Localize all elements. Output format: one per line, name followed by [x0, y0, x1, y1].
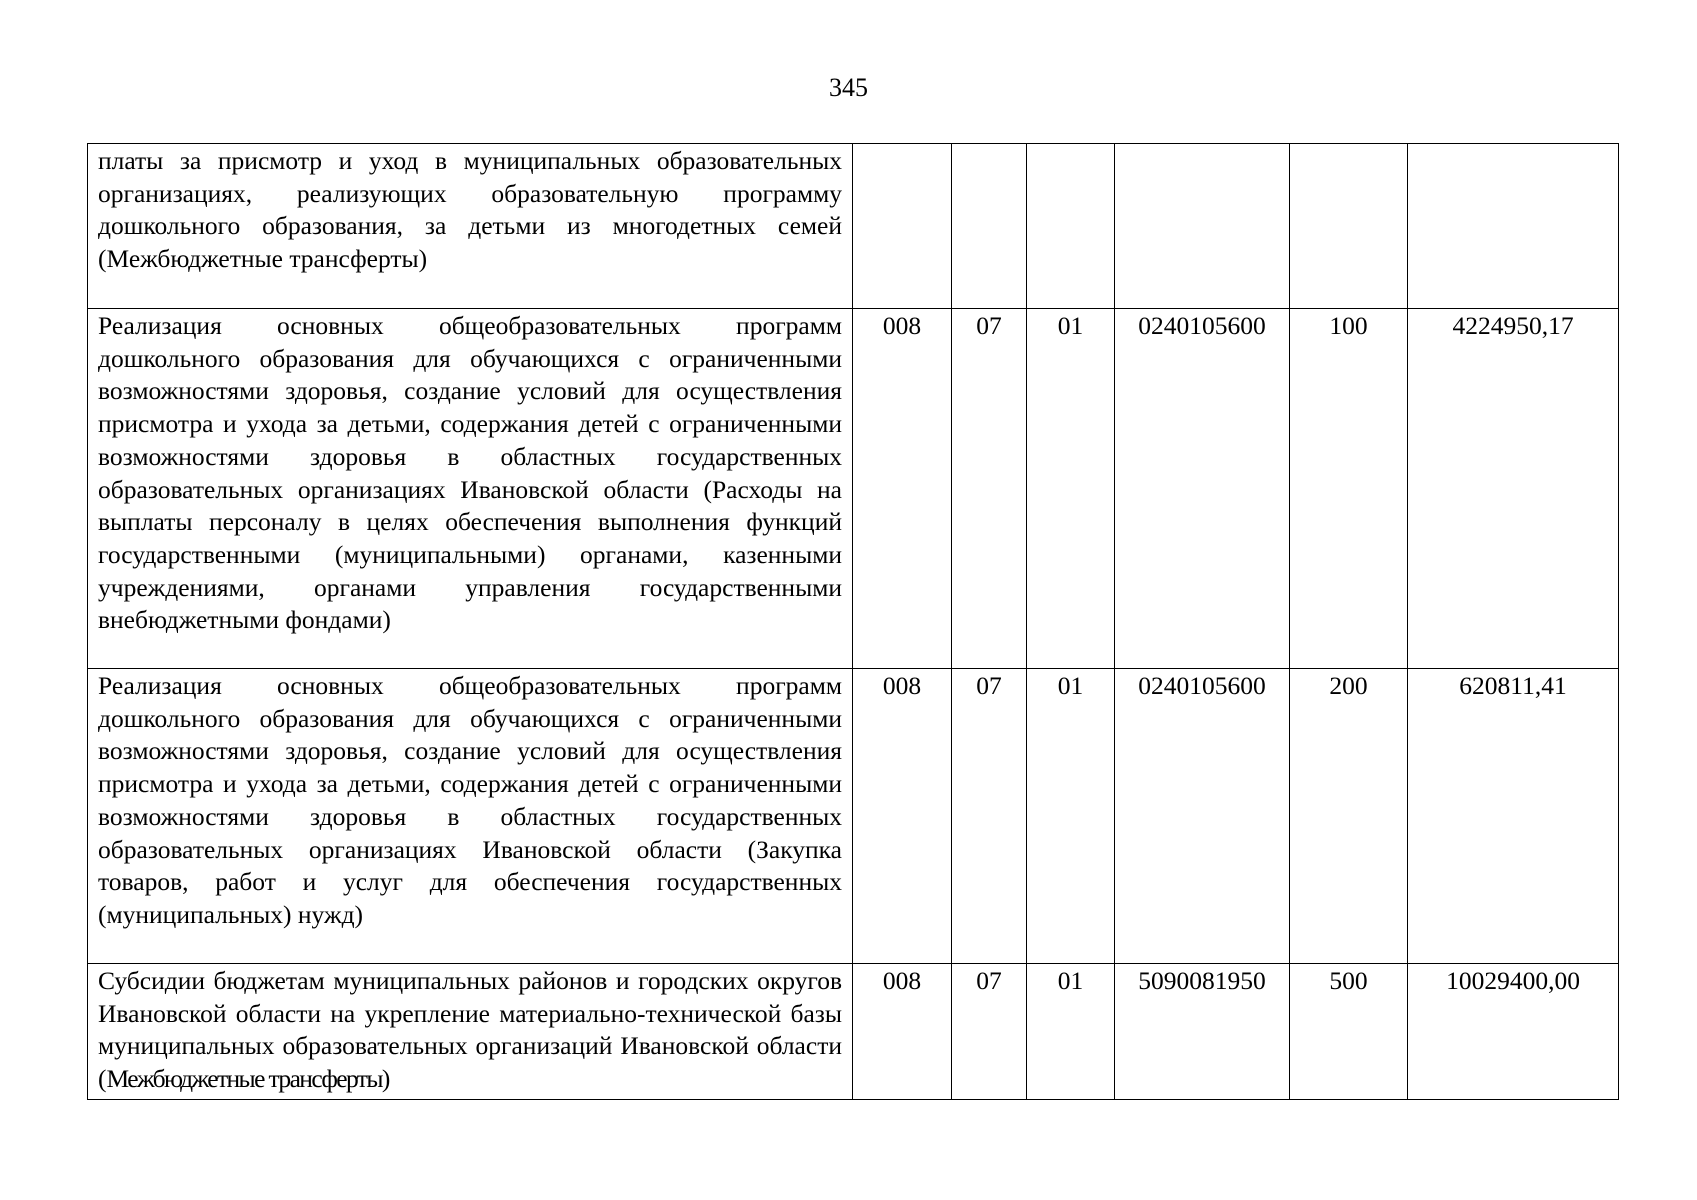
amount-cell [1408, 144, 1619, 309]
subsection-code-cell: 01 [1027, 669, 1115, 964]
budget-table [87, 143, 1619, 1100]
expense-type-cell: 200 [1290, 669, 1408, 964]
target-article-cell: 0240105600 [1115, 669, 1290, 964]
ministry-code-cell [853, 144, 952, 309]
subsection-code-cell: 01 [1027, 964, 1115, 1100]
section-code-cell: 07 [952, 964, 1027, 1100]
row-description: платы за присмотр и уход в муниципальных образовательных организациях, реализующих образовательную программу дошкольного образования, за детьми из многодетных семей (Межбюджетные трансферты) [88, 144, 853, 309]
row-description-main: Субсидии бюджетам муниципальных районов и городских округов Ивановской области на укрепление материально-технической базы муниципальных образовательных организаций Ивановской области ( [98, 966, 842, 1094]
target-article-cell: 5090081950 [1115, 964, 1290, 1100]
table-row [88, 964, 1619, 1100]
row-description: Реализация основных общеобразовательных программ дошкольного образования для обучающихся с ограниченными возможностями здоровья, создание условий для осуществления присмотра и ухода за детьми, содержания детей с ограниченными возможностями здоровья в областных государственных образовательных организациях Ивановской области (Закупка товаров, работ и услуг для обеспечения государственных (муниципальных) нужд) [88, 669, 853, 964]
subsection-code-cell [1027, 144, 1115, 309]
row-description [88, 964, 853, 1100]
expense-type-cell: 500 [1290, 964, 1408, 1100]
ministry-code-cell: 008 [853, 964, 952, 1100]
amount-cell: 4224950,17 [1408, 309, 1619, 669]
amount-cell: 620811,41 [1408, 669, 1619, 964]
subsection-code-cell: 01 [1027, 309, 1115, 669]
row-description-tail: Межбюджетные трансферты) [106, 1064, 389, 1094]
target-article-cell: 0240105600 [1115, 309, 1290, 669]
section-code-cell: 07 [952, 309, 1027, 669]
section-code-cell: 07 [952, 669, 1027, 964]
expense-type-cell: 100 [1290, 309, 1408, 669]
row-description: Реализация основных общеобразовательных программ дошкольного образования для обучающихся с ограниченными возможностями здоровья, создание условий для осуществления присмотра и ухода за детьми, содержания детей с ограниченными возможностями здоровья в областных государственных образовательных организациях Ивановской области (Расходы на выплаты персоналу в целях обеспечения выполнения функций государственными (муниципальными) органами, казенными учреждениями, органами управления государственными внебюджетными фондами) [88, 309, 853, 669]
table-row [88, 309, 1619, 669]
section-code-cell [952, 144, 1027, 309]
page-number: 345 [829, 73, 868, 102]
ministry-code-cell: 008 [853, 309, 952, 669]
table-row [88, 669, 1619, 964]
amount-cell: 10029400,00 [1408, 964, 1619, 1100]
table-row [88, 144, 1619, 309]
ministry-code-cell: 008 [853, 669, 952, 964]
expense-type-cell [1290, 144, 1408, 309]
target-article-cell [1115, 144, 1290, 309]
